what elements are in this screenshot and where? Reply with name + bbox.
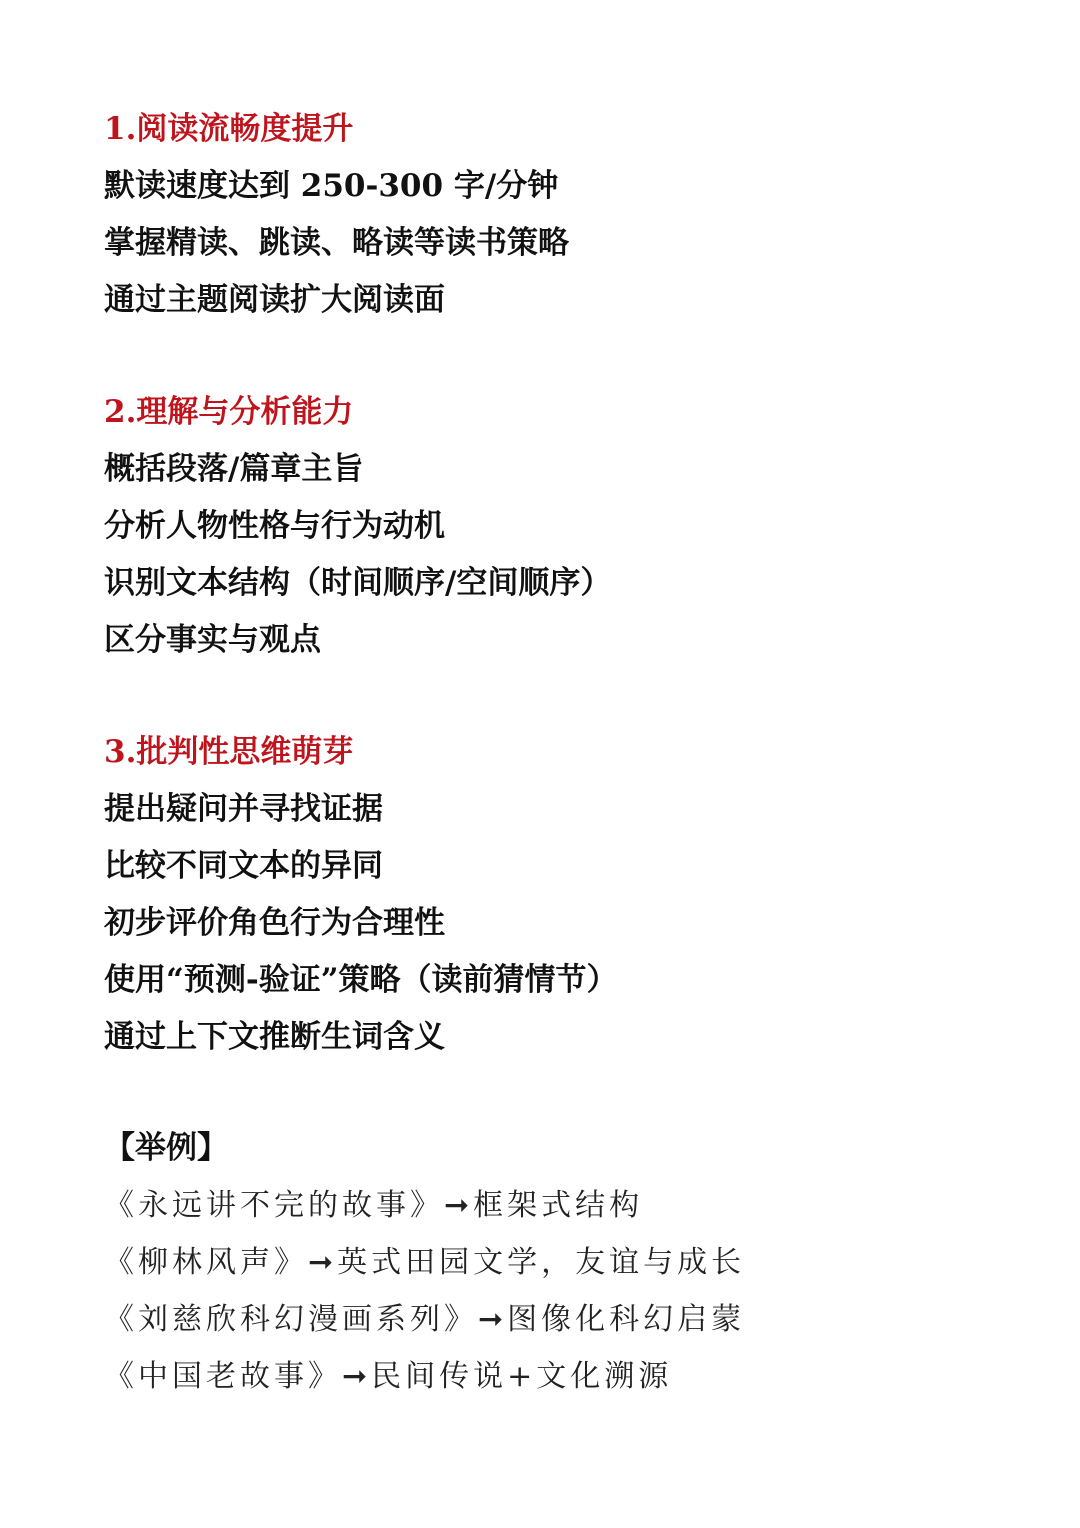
example-item: 《中国老故事》➞民间传说+文化溯源	[104, 1359, 673, 1394]
list-item: 概括段落/篇章主旨	[104, 451, 364, 487]
list-item: 提出疑问并寻找证据	[104, 791, 383, 827]
example-item: 《柳林风声》➞英式田园文学，友谊与成长	[104, 1245, 746, 1280]
list-item: 使用“预测-验证”策略（读前猜情节）	[104, 962, 618, 998]
list-item: 区分事实与观点	[104, 622, 321, 658]
section-heading: 3.批判性思维萌芽	[104, 734, 354, 770]
example-item: 《永远讲不完的故事》➞框架式结构	[104, 1188, 644, 1223]
list-item: 掌握精读、跳读、略读等读书策略	[104, 225, 569, 261]
list-item: 通过上下文推断生词含义	[104, 1019, 445, 1055]
list-item: 分析人物性格与行为动机	[104, 508, 445, 544]
section-comprehension-analysis	[104, 384, 1004, 669]
section-heading: 1.阅读流畅度提升	[104, 111, 354, 147]
section-heading: 2.理解与分析能力	[104, 394, 354, 430]
list-item: 通过主题阅读扩大阅读面	[104, 282, 445, 318]
list-item: 比较不同文本的异同	[104, 848, 383, 884]
list-item: 识别文本结构（时间顺序/空间顺序）	[104, 565, 612, 601]
section-reading-fluency	[104, 101, 1004, 329]
examples-section	[104, 1120, 1004, 1405]
examples-heading: 【举例】	[104, 1130, 228, 1166]
list-item: 初步评价角色行为合理性	[104, 905, 445, 941]
section-critical-thinking	[104, 724, 1004, 1066]
list-item: 默读速度达到 250-300 字/分钟	[104, 168, 559, 204]
example-item: 《刘慈欣科幻漫画系列》➞图像化科幻启蒙	[104, 1302, 746, 1337]
